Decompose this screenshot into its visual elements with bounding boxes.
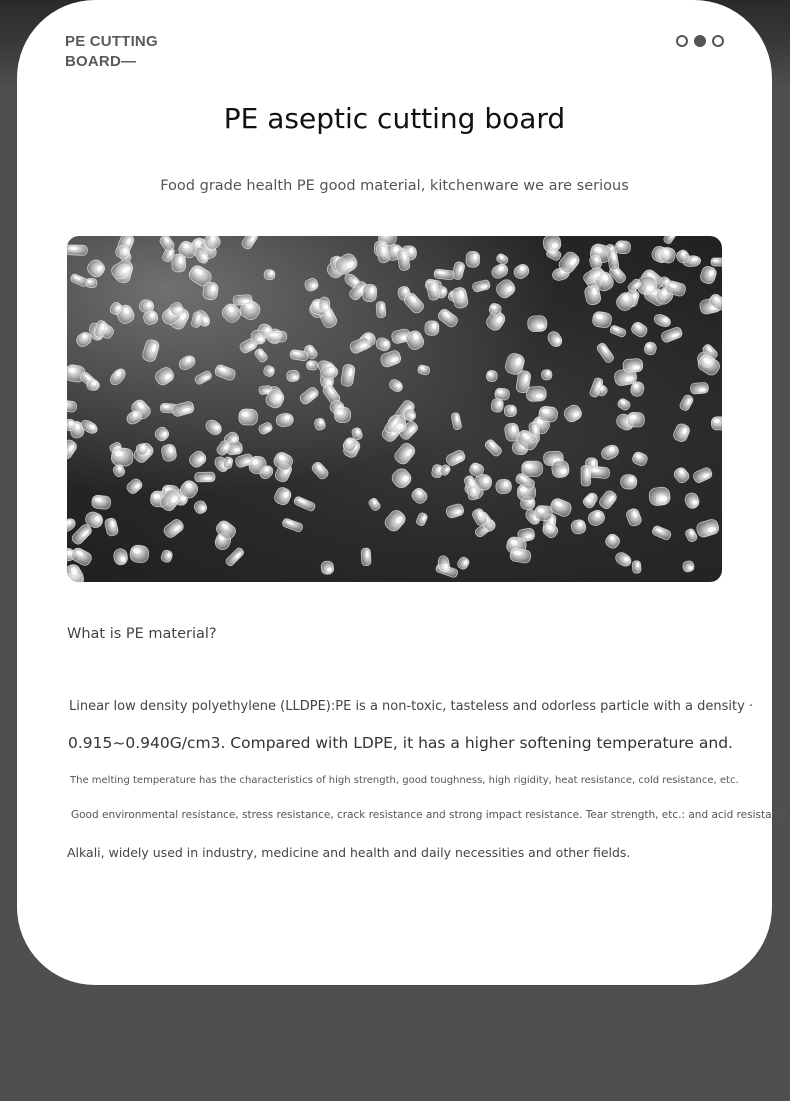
pager-dots[interactable] [676, 35, 724, 47]
brand-line-2: BOARD— [65, 53, 137, 70]
pe-granules-image [67, 236, 722, 582]
granules-illustration [67, 236, 722, 582]
paragraph-line-4: Good environmental resistance, stress resistance, crack resistance and strong impact resistance. Tear strength, etc.: and acid resistance [71, 809, 790, 821]
brand-line-1: PE CUTTING [65, 33, 158, 50]
brand-label [65, 32, 158, 72]
pager-dot-3[interactable] [712, 35, 724, 47]
paragraph-line-1: Linear low density polyethylene (LLDPE):PE is a non-toxic, tasteless and odorless particle with a density · [69, 699, 754, 714]
pager-dot-2-active[interactable] [694, 35, 706, 47]
pager-dot-1[interactable] [676, 35, 688, 47]
page-subtitle: Food grade health PE good material, kitchenware we are serious [160, 178, 629, 194]
paragraph-line-5: Alkali, widely used in industry, medicine and health and daily necessities and other fields. [67, 845, 631, 860]
paragraph-line-2: 0.915~0.940G/cm3. Compared with LDPE, it has a higher softening temperature and. [68, 734, 733, 752]
page-title: PE aseptic cutting board [223, 102, 566, 135]
paragraph-line-3: The melting temperature has the characteristics of high strength, good toughness, high rigidity, heat resistance, cold resistance, etc. [70, 775, 739, 786]
content-card [17, 0, 790, 985]
section-heading: What is PE material? [67, 626, 217, 642]
